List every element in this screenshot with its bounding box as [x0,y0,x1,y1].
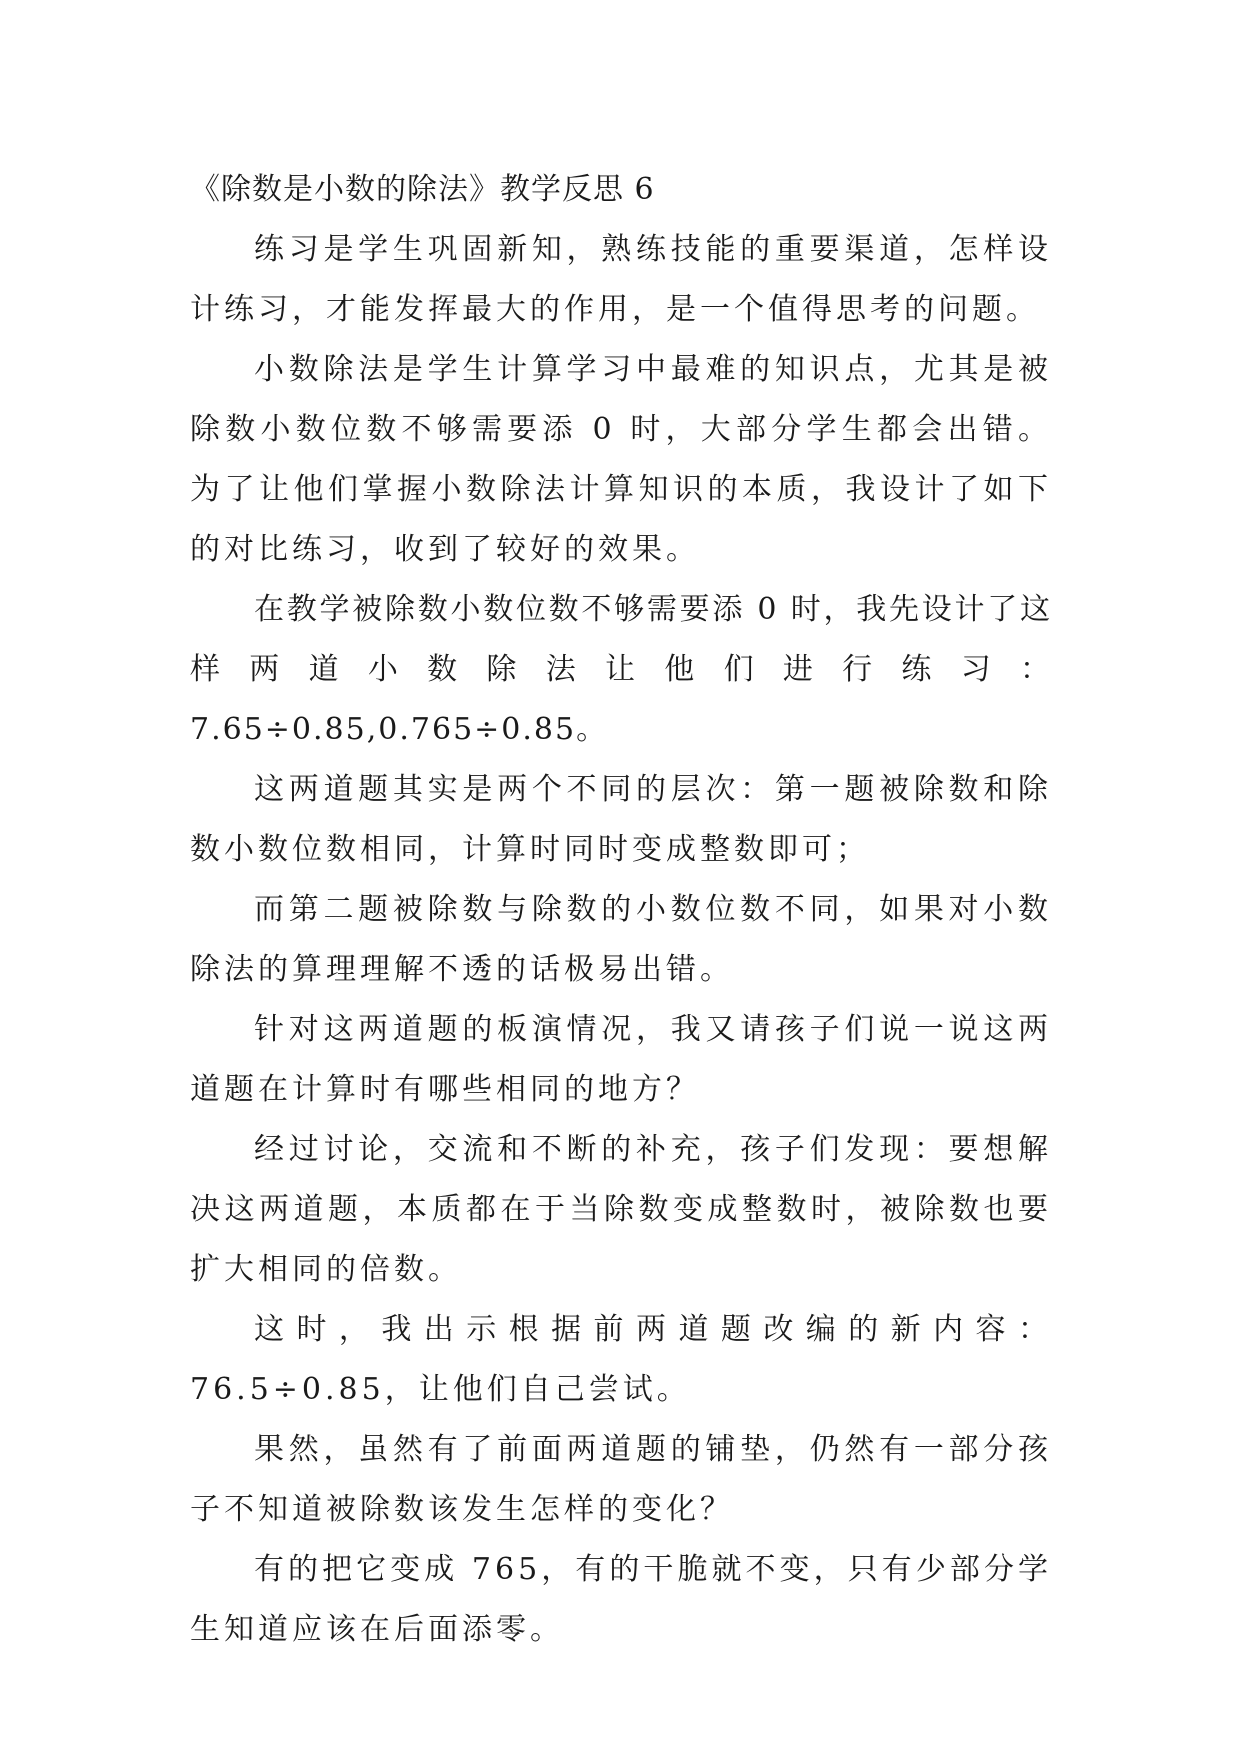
paragraph-1: 练习是学生巩固新知，熟练技能的重要渠道，怎样设计练习，才能发挥最大的作用，是一个值得思考的问题。 [190,232,1052,327]
paragraph-2: 小数除法是学生计算学习中最难的知识点，尤其是被除数小数位数不够需要添 0 时，大部分学生都会出错。为了让他们掌握小数除法计算知识的本质，我设计了如下的对比练习，收到了较好的效果。 [190,352,1052,567]
paragraph-9: 果然，虽然有了前面两道题的铺垫，仍然有一部分孩子不知道被除数该发生怎样的变化？ [190,1432,1052,1527]
paragraph-3: 在教学被除数小数位数不够需要添 0 时，我先设计了这样两道小数除法让他们进行练习：7.65÷0.85,0.765÷0.85。 [190,592,1052,747]
paragraph-6: 针对这两道题的板演情况，我又请孩子们说一说这两道题在计算时有哪些相同的地方？ [190,1012,1052,1107]
paragraph-5: 而第二题被除数与除数的小数位数不同，如果对小数除法的算理理解不透的话极易出错。 [190,892,1052,987]
document-title: 《除数是小数的除法》教学反思 6 [190,172,655,207]
paragraph-8: 这时，我出示根据前两道题改编的新内容：76.5÷0.85，让他们自己尝试。 [190,1312,1052,1407]
document-body [190,160,1052,1660]
paragraph-7: 经过讨论，交流和不断的补充，孩子们发现：要想解决这两道题，本质都在于当除数变成整数时，被除数也要扩大相同的倍数。 [190,1132,1052,1287]
paragraph-10: 有的把它变成 765，有的干脆就不变，只有少部分学生知道应该在后面添零。 [190,1552,1052,1647]
paragraph-4: 这两道题其实是两个不同的层次：第一题被除数和除数小数位数相同，计算时同时变成整数即可； [190,772,1052,867]
